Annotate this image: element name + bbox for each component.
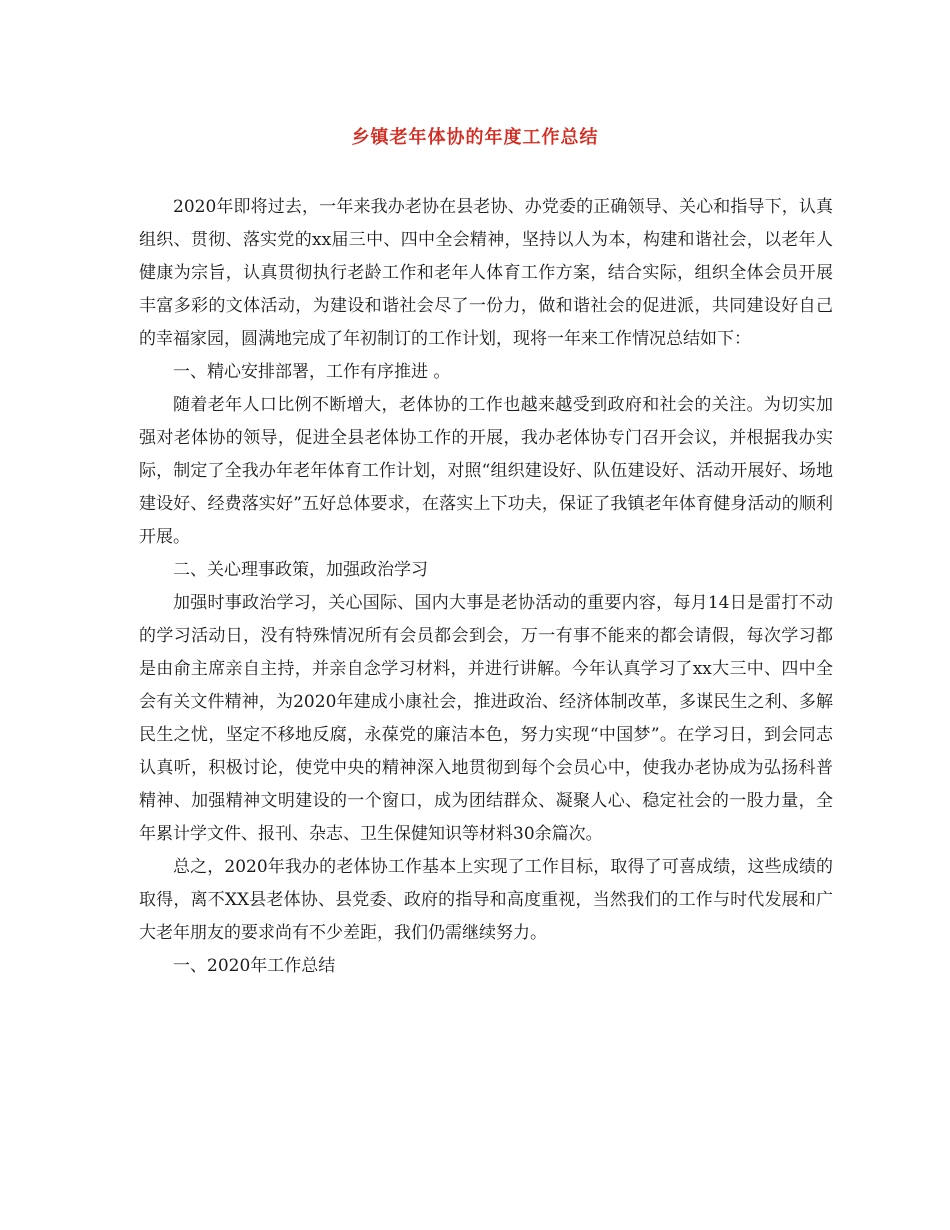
section-heading-3: 一、2020年工作总结	[173, 956, 336, 976]
document-body	[139, 191, 833, 983]
section-heading-1: 一、精心安排部署，工作有序推进 。	[173, 362, 451, 382]
section-heading-2: 二、关心理事政策，加强政治学习	[173, 560, 428, 580]
intro-paragraph: 2020年即将过去，一年来我办老协在县老协、办党委的正确领导、关心和指导下，认真组织、贯彻、落实党的xx届三中、四中全会精神，坚持以人为本，构建和谐社会，以老年人健康为宗旨，认真贯彻执行老龄工作和老年人体育工作方案，结合实际，组织全体会员开展丰富多彩的文体活动，为建设和谐社会尽了一份力，做和谐社会的促进派，共同建设好自己的幸福家园，圆满地完成了年初制订的工作计划，现将一年来工作情况总结如下：	[139, 197, 833, 349]
document-title: 乡镇老年体协的年度工作总结	[351, 127, 599, 148]
summary-paragraph: 总之，2020年我办的老体协工作基本上实现了工作目标，取得了可喜成绩，这些成绩的取得，离不XX县老体协、县党委、政府的指导和高度重视，当然我们的工作与时代发展和广大老年朋友的要求尚有不少差距，我们仍需继续努力。	[139, 857, 833, 943]
section-2-paragraph: 加强时事政治学习，关心国际、国内大事是老协活动的重要内容，每月14日是雷打不动的学习活动日，没有特殊情况所有会员都会到会，万一有事不能来的都会请假，每次学习都是由俞主席亲自主持，并亲自念学习材料，并进行讲解。今年认真学习了xx大三中、四中全会有关文件精神，为2020年建成小康社会，推进政治、经济体制改革，多谋民生之利、多解民生之忧，坚定不移地反腐，永葆党的廉洁本色，努力实现“中国梦”。在学习日，到会同志认真听，积极讨论，使党中央的精神深入地贯彻到每个会员心中，使我办老协成为弘扬科普精神、加强精神文明建设的一个窗口，成为团结群众、凝聚人心、稳定社会的一股力量，全年累计学文件、报刊、杂志、卫生保健知识等材料30余篇次。	[139, 593, 833, 844]
section-1-paragraph: 随着老年人口比例不断增大，老体协的工作也越来越受到政府和社会的关注。为切实加强对老体协的领导，促进全县老体协工作的开展，我办老体协专门召开会议，并根据我办实际，制定了全我办年老年体育工作计划，对照“组织建设好、队伍建设好、活动开展好、场地建设好、经费落实好”五好总体要求，在落实上下功夫，保证了我镇老年体育健身活动的顺利开展。	[139, 395, 833, 547]
